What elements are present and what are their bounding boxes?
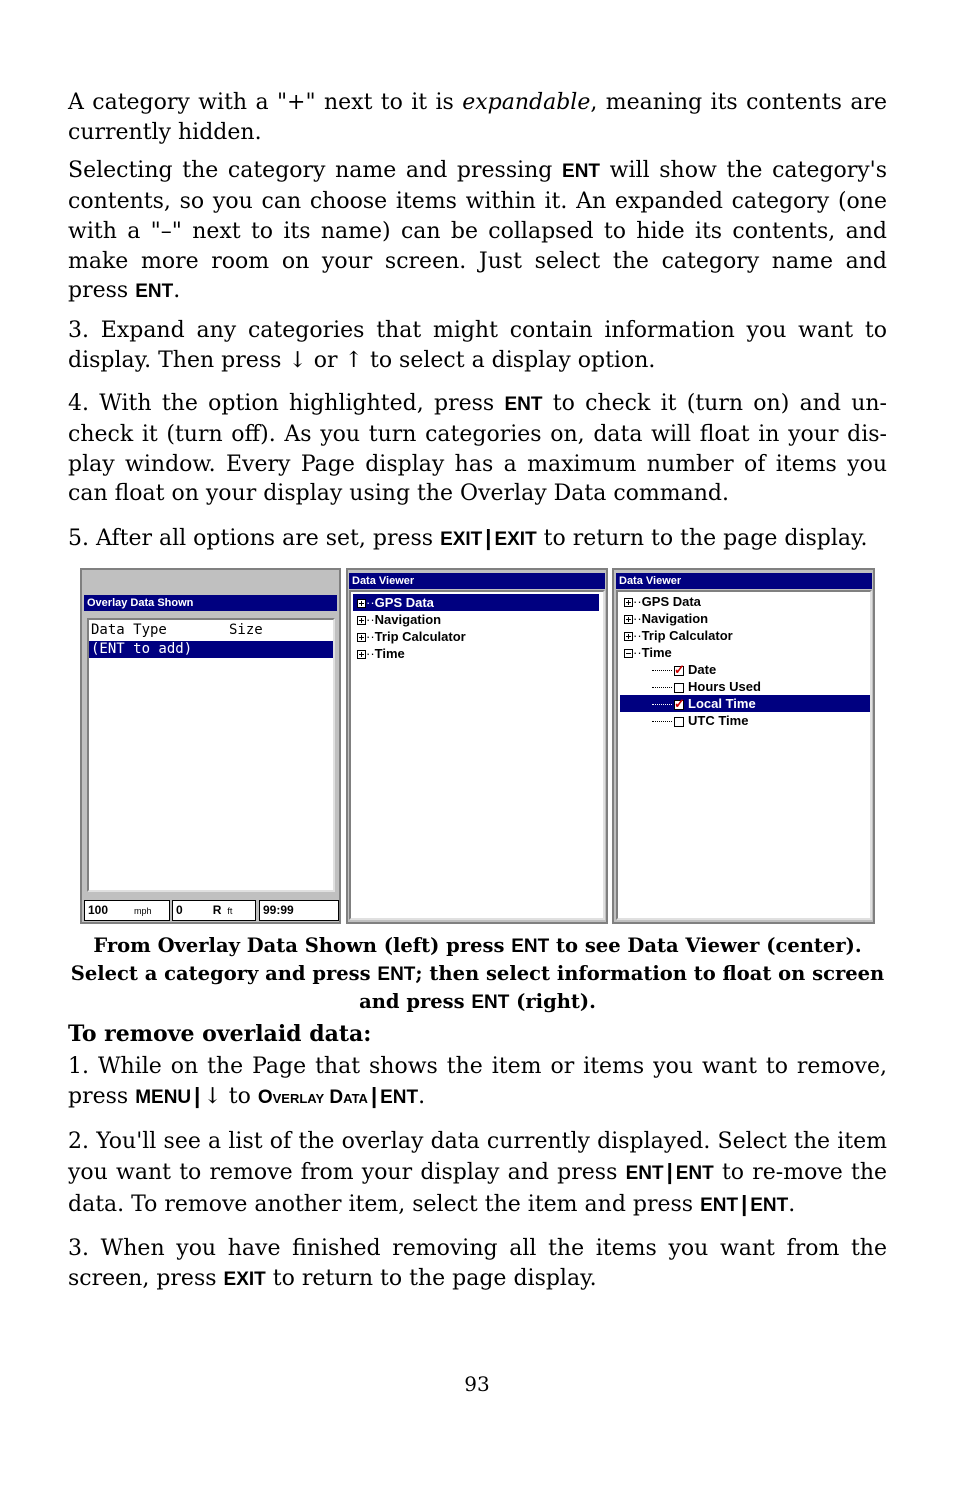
tree-label: GPS Data [641, 594, 701, 609]
text: 1. While on the Page that shows the item or items you want to remove, press [68, 1053, 887, 1110]
depth-cell [172, 900, 256, 921]
screen-title: Data Viewer [616, 573, 872, 589]
key-exit: EXIT [494, 529, 537, 551]
key-ent: ENT [135, 281, 174, 303]
text: 3. Expand any categories that might contain information you want to display. Then press [68, 317, 887, 373]
tree-item-time[interactable]: ··Time [353, 645, 603, 662]
tree-label: Time [374, 646, 405, 661]
key-menu: MENU [135, 1087, 192, 1109]
text: to return to the page display. [265, 1265, 597, 1291]
depth-r: R [212, 903, 222, 917]
text: . [788, 1191, 796, 1217]
tree-item-navigation[interactable]: ··Navigation [353, 611, 603, 628]
data-list [87, 618, 335, 892]
expand-icon [624, 615, 633, 624]
text: 3. When you have finished removing all the items you want from the screen, press [68, 1236, 887, 1291]
text: will show the category's contents, so you can choose items within it. An expanded category (one with a "–" next to its name) can be collapsed to hide its contents, and make more room on your screen. Just select the category name and press [68, 158, 887, 304]
depth-value: 0 [176, 903, 183, 917]
key-ent: ENT [471, 992, 510, 1013]
tree-item-trip-calculator[interactable]: ··Trip Calculator [353, 628, 603, 645]
time-cell [259, 900, 339, 921]
key-ent: ENT [750, 1194, 789, 1216]
speed-value: 100 [88, 903, 109, 917]
key-exit: EXIT [223, 1268, 266, 1290]
emphasis: expandable [462, 90, 591, 115]
tree-label: Hours Used [688, 679, 761, 694]
text: . [418, 1084, 426, 1110]
section-heading: To remove overlaid data: [68, 1021, 372, 1047]
menu-overlay-data: Overlay Data [257, 1087, 368, 1109]
text: to [221, 1084, 258, 1110]
remove-step-2 [68, 1127, 887, 1220]
key-ent: ENT [625, 1162, 664, 1184]
tree-item-time[interactable]: ··Time [620, 644, 870, 661]
key-ent: ENT [675, 1162, 714, 1184]
text: or [306, 347, 345, 373]
tree-label: Trip Calculator [374, 629, 466, 644]
time-value: 99:99 [263, 903, 294, 917]
key-exit: EXIT [440, 529, 483, 551]
speed-unit: mph [134, 906, 152, 916]
checkbox-unchecked-icon[interactable] [674, 683, 684, 693]
text: 4. With the option highlighted, press [68, 391, 505, 417]
step-3 [68, 316, 887, 375]
category-tree [349, 590, 605, 920]
expand-icon [624, 632, 633, 641]
tree-label: Date [688, 662, 717, 677]
tree-label: Trip Calculator [641, 628, 733, 643]
tree-item-date[interactable] [620, 661, 870, 678]
depth-unit: ft [227, 906, 233, 916]
up-arrow-icon: ↑ [344, 347, 363, 373]
tree-item-utc-time[interactable] [620, 712, 870, 729]
text: to return to the page display. [536, 526, 868, 552]
data-viewer-screen [346, 568, 608, 924]
down-arrow-icon: ↓ [288, 347, 307, 373]
remove-step-3 [68, 1234, 887, 1294]
col-data-type: Data Type [91, 622, 167, 638]
separator: | [370, 1083, 378, 1109]
speed-cell [84, 900, 170, 921]
text: , meaning its contents are currently hidden. [68, 90, 887, 145]
step-5 [68, 523, 887, 555]
separator: | [485, 525, 492, 551]
key-ent: ENT [377, 964, 416, 985]
screen-title: Overlay Data Shown [84, 595, 337, 611]
page-number: 93 [464, 1372, 490, 1396]
tree-label: Navigation [641, 611, 709, 626]
list-item-ent-to-add[interactable]: (ENT to add) [89, 641, 333, 658]
text: 2. You'll see a list of the overlay data currently displayed. Select the item you want to remove from your display and press [68, 1129, 887, 1185]
tree-label: GPS Data [374, 595, 434, 610]
remove-step-1 [68, 1052, 887, 1113]
tree-item-navigation[interactable]: ··Navigation [620, 610, 870, 627]
checkbox-checked-icon[interactable]: ✓ [674, 661, 685, 677]
text: (right). [509, 990, 596, 1013]
text: A category with a "+" next to it is [68, 90, 463, 115]
manual-page [68, 88, 887, 555]
text: 5. After all options are set, press [68, 526, 441, 552]
key-ent: ENT [511, 936, 550, 957]
expand-icon [357, 650, 366, 659]
tree-label: UTC Time [688, 713, 749, 728]
checkbox-checked-icon[interactable]: ✓ [674, 695, 685, 711]
screen-title: Data Viewer [349, 573, 605, 589]
data-viewer-expanded-screen [612, 568, 875, 924]
separator: | [666, 1158, 673, 1184]
key-ent: ENT [380, 1087, 419, 1109]
text: to select a display option. [362, 347, 656, 373]
expand-icon [357, 633, 366, 642]
key-ent: ENT [504, 394, 543, 416]
checkbox-unchecked-icon[interactable] [674, 717, 684, 727]
tree-item-gps-data[interactable]: ··GPS Data [353, 594, 599, 611]
down-arrow-icon: ↓ [203, 1084, 222, 1110]
text: to check it (turn on) and un-check it (turn off). As you turn categories on, data will float in your dis-play window. Every Page display has a maximum number of items you can float on your display using the Overlay Data command. [68, 391, 887, 507]
text: ; then select information to float on screen and press [359, 962, 885, 1013]
tree-item-local-time[interactable] [620, 695, 870, 712]
overlay-data-shown-screen [80, 568, 341, 924]
collapse-icon [624, 649, 633, 658]
separator: | [741, 1190, 748, 1216]
expand-icon [357, 616, 366, 625]
tree-item-trip-calculator[interactable]: ··Trip Calculator [620, 627, 870, 644]
tree-label: Time [641, 645, 672, 660]
step-4 [68, 389, 887, 509]
key-ent: ENT [562, 161, 601, 183]
key-ent: ENT [700, 1194, 739, 1216]
text: . [173, 278, 181, 304]
status-bar [84, 900, 339, 921]
para-expandable [68, 88, 887, 147]
remove-section [68, 1020, 887, 1295]
expand-icon [357, 599, 366, 608]
tree-item-gps-data[interactable]: ··GPS Data [620, 593, 870, 610]
separator: | [194, 1083, 201, 1109]
tree-label: Navigation [374, 612, 442, 627]
text: Selecting the category name and pressing [68, 158, 563, 184]
expand-icon [624, 598, 633, 607]
text: to re-move the data. To remove another item, select the item and press [68, 1159, 888, 1217]
text: From Overlay Data Shown (left) press [93, 934, 512, 957]
list-header [89, 622, 333, 639]
tree-item-hours-used[interactable] [620, 678, 870, 695]
figure-caption [68, 932, 887, 1016]
col-size: Size [229, 622, 263, 638]
tree-label: Local Time [688, 696, 756, 711]
category-tree [616, 590, 872, 920]
text: to see Data Viewer (center). Select a category and press [70, 934, 862, 985]
para-selecting [68, 156, 887, 307]
